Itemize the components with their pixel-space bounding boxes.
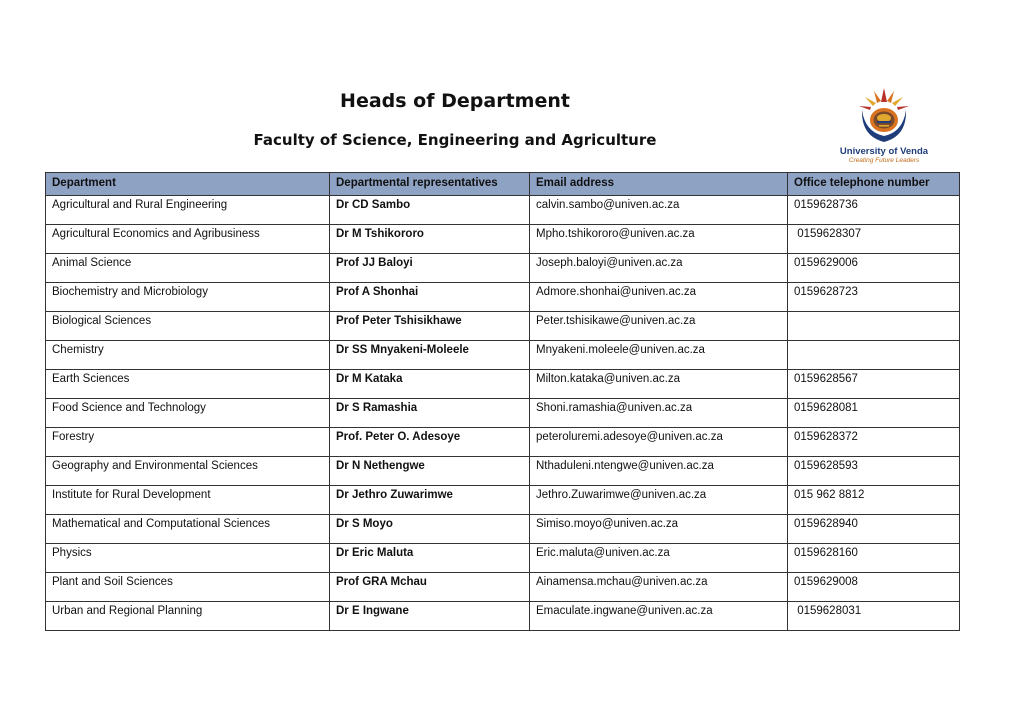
logo-tagline: Creating Future Leaders [848, 157, 920, 164]
department-cell: Mathematical and Computational Sciences [46, 515, 330, 544]
department-cell: Agricultural Economics and Agribusiness [46, 225, 330, 254]
table-row [46, 544, 960, 573]
phone-cell: 0159628031 [788, 602, 960, 631]
table-row [46, 283, 960, 312]
department-cell: Physics [46, 544, 330, 573]
table-row [46, 515, 960, 544]
page-title: Heads of Department [340, 90, 570, 112]
representative-cell: Prof GRA Mchau [330, 573, 530, 602]
representative-cell: Dr N Nethengwe [330, 457, 530, 486]
representative-cell: Dr CD Sambo [330, 196, 530, 225]
phone-cell: 0159628736 [788, 196, 960, 225]
email-cell[interactable]: Mpho.tshikororo@univen.ac.za [530, 225, 788, 254]
table-header-row [46, 173, 960, 196]
phone-cell: 0159629008 [788, 573, 960, 602]
phone-cell: 0159628593 [788, 457, 960, 486]
representative-cell: Dr Jethro Zuwarimwe [330, 486, 530, 515]
representative-cell: Dr S Moyo [330, 515, 530, 544]
department-cell: Chemistry [46, 341, 330, 370]
representative-cell: Prof JJ Baloyi [330, 254, 530, 283]
email-cell[interactable]: peteroluremi.adesoye@univen.ac.za [530, 428, 788, 457]
department-cell: Urban and Regional Planning [46, 602, 330, 631]
table-row [46, 225, 960, 254]
table-row [46, 254, 960, 283]
email-cell[interactable]: Ainamensa.mchau@univen.ac.za [530, 573, 788, 602]
phone-cell: 0159629006 [788, 254, 960, 283]
department-cell: Agricultural and Rural Engineering [46, 196, 330, 225]
phone-cell [788, 341, 960, 370]
table-row [46, 457, 960, 486]
email-cell[interactable]: Eric.maluta@univen.ac.za [530, 544, 788, 573]
email-cell[interactable]: Nthaduleni.ntengwe@univen.ac.za [530, 457, 788, 486]
heads-of-department-table [45, 172, 960, 631]
department-cell: Biological Sciences [46, 312, 330, 341]
table-row [46, 399, 960, 428]
column-header-representative: Departmental representatives [330, 173, 530, 196]
department-cell: Animal Science [46, 254, 330, 283]
email-cell[interactable]: Mnyakeni.moleele@univen.ac.za [530, 341, 788, 370]
representative-cell: Prof Peter Tshisikhawe [330, 312, 530, 341]
department-cell: Forestry [46, 428, 330, 457]
university-logo [828, 86, 940, 178]
phone-cell: 0159628081 [788, 399, 960, 428]
page-subtitle: Faculty of Science, Engineering and Agriculture [253, 131, 657, 149]
department-cell: Plant and Soil Sciences [46, 573, 330, 602]
table-row [46, 428, 960, 457]
phone-cell: 0159628567 [788, 370, 960, 399]
university-crest-icon [853, 86, 915, 146]
table-row [46, 573, 960, 602]
representative-cell: Dr E Ingwane [330, 602, 530, 631]
table-row [46, 312, 960, 341]
table-row [46, 341, 960, 370]
department-cell: Biochemistry and Microbiology [46, 283, 330, 312]
representative-cell: Dr S Ramashia [330, 399, 530, 428]
table-row [46, 602, 960, 631]
table-row [46, 370, 960, 399]
department-cell: Geography and Environmental Sciences [46, 457, 330, 486]
department-cell: Food Science and Technology [46, 399, 330, 428]
table-row [46, 196, 960, 225]
column-header-department: Department [46, 173, 330, 196]
phone-cell: 0159628723 [788, 283, 960, 312]
representative-cell: Prof. Peter O. Adesoye [330, 428, 530, 457]
logo-university-name: University of Venda [839, 146, 929, 157]
email-cell[interactable]: Emaculate.ingwane@univen.ac.za [530, 602, 788, 631]
department-cell: Institute for Rural Development [46, 486, 330, 515]
email-cell[interactable]: Milton.kataka@univen.ac.za [530, 370, 788, 399]
email-cell[interactable]: Joseph.baloyi@univen.ac.za [530, 254, 788, 283]
email-cell[interactable]: Peter.tshisikawe@univen.ac.za [530, 312, 788, 341]
phone-cell: 0159628160 [788, 544, 960, 573]
representative-cell: Dr Eric Maluta [330, 544, 530, 573]
phone-cell: 0159628307 [788, 225, 960, 254]
email-cell[interactable]: calvin.sambo@univen.ac.za [530, 196, 788, 225]
representative-cell: Prof A Shonhai [330, 283, 530, 312]
representative-cell: Dr M Kataka [330, 370, 530, 399]
representative-cell: Dr SS Mnyakeni-Moleele [330, 341, 530, 370]
email-cell[interactable]: Jethro.Zuwarimwe@univen.ac.za [530, 486, 788, 515]
phone-cell [788, 312, 960, 341]
email-cell[interactable]: Shoni.ramashia@univen.ac.za [530, 399, 788, 428]
email-cell[interactable]: Admore.shonhai@univen.ac.za [530, 283, 788, 312]
table-row [46, 486, 960, 515]
column-header-email: Email address [530, 173, 788, 196]
phone-cell: 015 962 8812 [788, 486, 960, 515]
column-header-phone: Office telephone number [788, 173, 960, 196]
email-cell[interactable]: Simiso.moyo@univen.ac.za [530, 515, 788, 544]
phone-cell: 0159628372 [788, 428, 960, 457]
representative-cell: Dr M Tshikororo [330, 225, 530, 254]
phone-cell: 0159628940 [788, 515, 960, 544]
department-cell: Earth Sciences [46, 370, 330, 399]
